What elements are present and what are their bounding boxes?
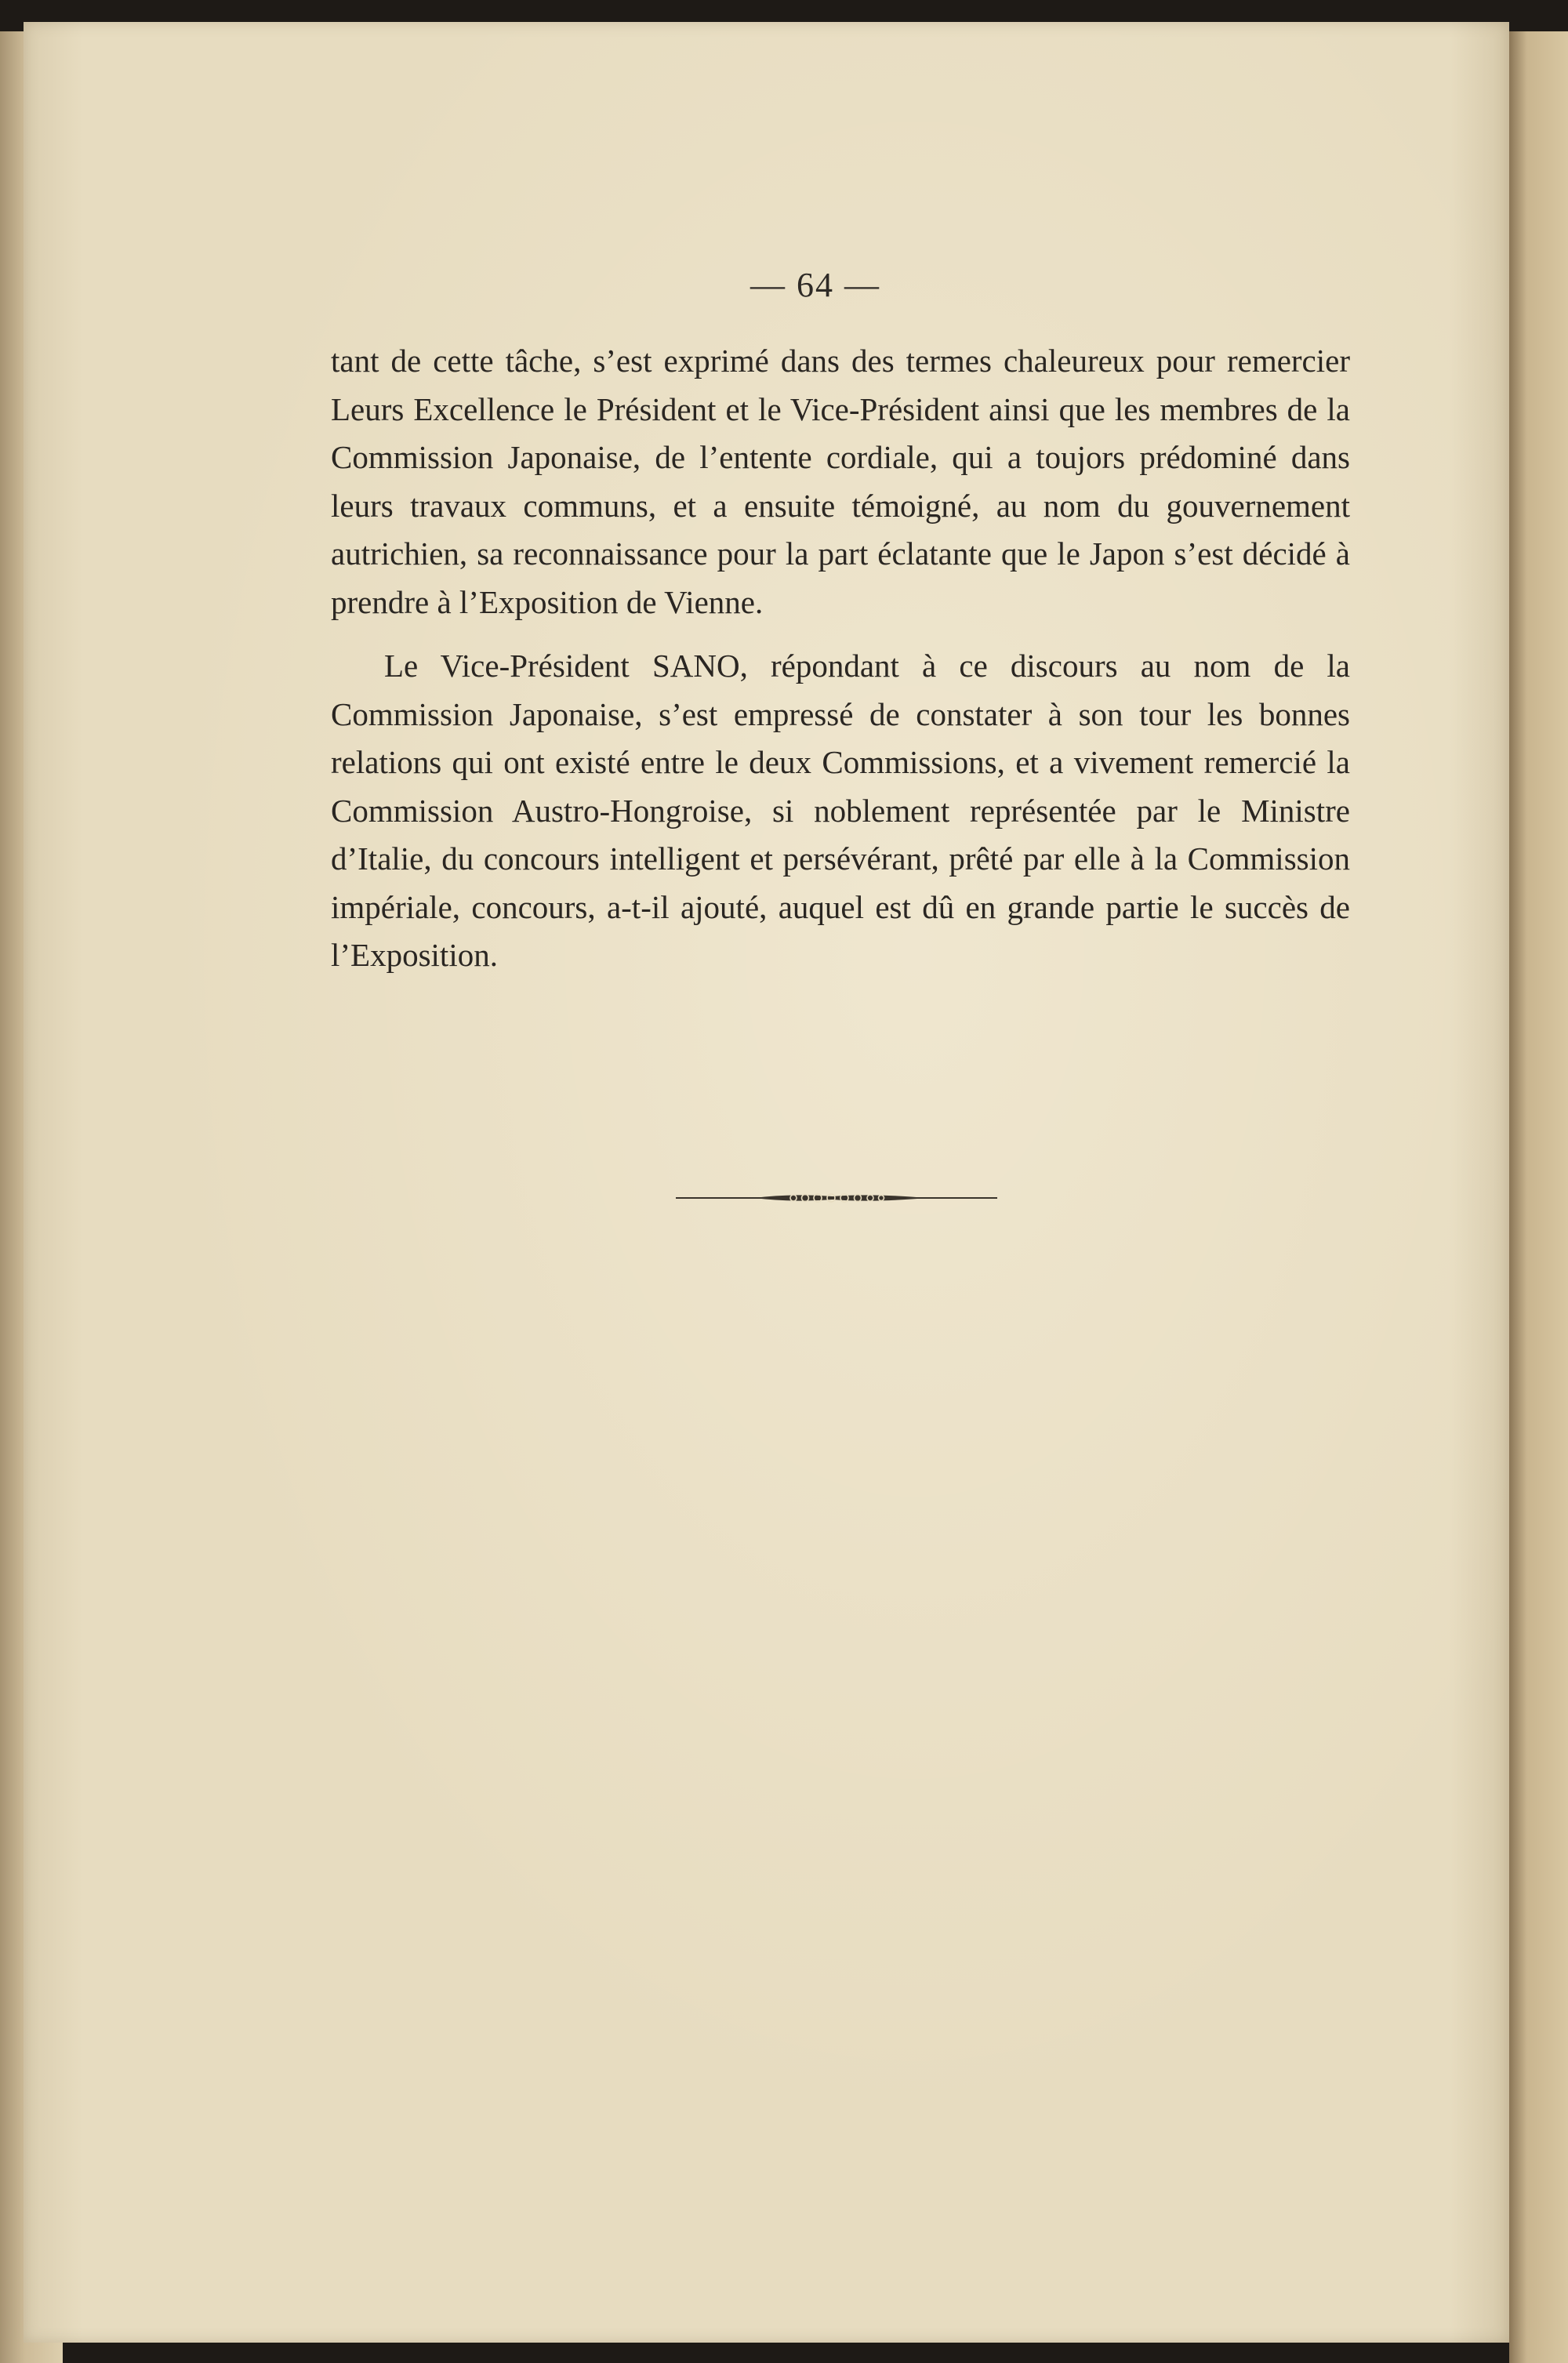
body-text xyxy=(331,337,1350,980)
page-number: — 64 — xyxy=(750,266,880,304)
paragraph-2: Le Vice-Président SANO, répondant à ce discours au nom de la Commission Japonaise, s’est empressé de constater à son tour les bonnes relations qui ont existé entre le deux Commissions, et a vivement remercié la Commission Austro-Hongroise, si noblement représentée par le Ministre d’Italie, du concours intelligent et persévérant, prêté par elle à la Commission impériale, concours, a-t-il ajouté, auquel est dû en grande partie le succès de l’Exposition. xyxy=(331,648,1350,973)
paragraph-1: tant de cette tâche, s’est exprimé dans des termes chaleureux pour remercier Leurs Excellence le Président et le Vice-Président ainsi que les membres de la Commission Japonaise, de l’entente cordiale, qui a toujors prédominé dans leurs travaux communs, et a ensuite témoigné, au nom du gouvernement autrichien, sa reconnaissance pour la part éclatante que le Japon s’est décidé à prendre à l’Exposition de Vienne. xyxy=(331,343,1350,620)
decorative-tailpiece-icon xyxy=(676,1184,997,1212)
book-right-edge xyxy=(1509,31,1568,2363)
